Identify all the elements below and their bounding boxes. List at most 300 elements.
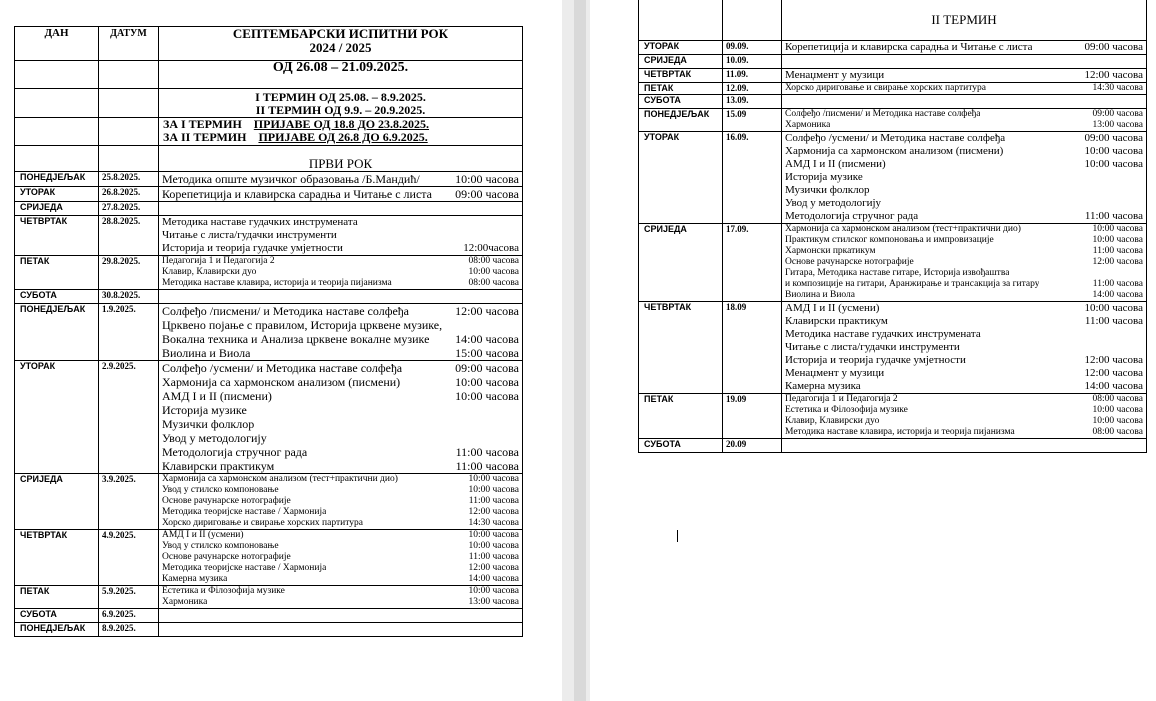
day-name: ПЕТАК (639, 83, 723, 95)
exam-date: 8.9.2025. (99, 623, 159, 637)
exam-item (785, 158, 1143, 171)
subject-name: Клавирски практикум (785, 315, 888, 327)
schedule-table-2 (638, 0, 1147, 453)
exam-date: 17.09. (723, 224, 782, 302)
exam-list (782, 83, 1147, 95)
exam-list (782, 394, 1147, 439)
subject-name: Музички фолклор (162, 417, 255, 431)
schedule-row (15, 202, 523, 216)
reg-2-label: ЗА II ТЕРМИН (163, 130, 247, 144)
exam-list (782, 302, 1147, 394)
day-name: ПЕТАК (639, 394, 723, 439)
subject-name: Историја и теорија гудачке умјетности (785, 354, 966, 366)
exam-item (162, 431, 519, 445)
subject-name: Солфеђо /усмени/ и Методика наставе солфеђа (162, 361, 403, 375)
subject-name: Виолина и Виола (785, 290, 856, 300)
subject-name: Читање с листа/гудачки инструменти (785, 341, 960, 353)
exam-list (159, 202, 523, 216)
subject-name: Историја музике (162, 403, 247, 417)
day-name: СУБОТА (15, 609, 99, 623)
day-name: ЧЕТВРТАК (639, 69, 723, 83)
exam-item (785, 109, 1143, 120)
exam-item (162, 361, 519, 375)
exam-time: 11:00 часова (1084, 315, 1143, 327)
subject-name: Историја музике (785, 171, 863, 183)
exam-list (782, 95, 1147, 109)
exam-year: 2024 / 2025 (309, 40, 372, 55)
subject-name: АМД I и II (усмени) (785, 302, 880, 314)
exam-list (782, 132, 1147, 224)
exam-list (159, 474, 523, 530)
exam-time: 08:00 часова (1092, 394, 1143, 404)
schedule-row (15, 187, 523, 202)
exam-item (162, 586, 519, 597)
exam-item (162, 403, 519, 417)
subject-name: Методика теоријске наставе / Хармонија (162, 507, 327, 517)
exam-item (162, 187, 519, 201)
exam-time: 10:00 часова (1084, 145, 1143, 157)
day-name: ЧЕТВРТАК (15, 530, 99, 586)
exam-time: 11:00 часова (455, 445, 519, 459)
exam-time: 14:30 часова (1092, 83, 1143, 93)
exam-item (162, 445, 519, 459)
exam-date: 30.8.2025. (99, 290, 159, 304)
section-second-term: II ТЕРМИН (782, 0, 1147, 41)
exam-list (159, 623, 523, 637)
exam-item (162, 332, 519, 346)
exam-item (162, 267, 519, 278)
exam-item (162, 597, 519, 608)
exam-item (785, 354, 1143, 367)
document-page-1 (0, 0, 562, 701)
subject-name: Основе рачунарске нотографије (162, 552, 291, 562)
exam-time: 10:00 часова (1084, 158, 1143, 170)
exam-date: 12.09. (723, 83, 782, 95)
exam-item (162, 574, 519, 585)
subject-name: Методика наставе клавира, историја и теорија пијанизма (162, 278, 392, 288)
day-name: СРИЈЕДА (639, 55, 723, 69)
header-date: ДАТУМ (99, 27, 159, 61)
subject-name: Менаџмент у музици (785, 69, 885, 81)
schedule-row (639, 69, 1147, 83)
subject-name: Црквено појање с правилом, Историја црквене музике, (162, 318, 443, 332)
schedule-row (15, 172, 523, 187)
exam-item (162, 552, 519, 563)
exam-time (515, 417, 519, 431)
exam-time: 10:00 часова (468, 586, 519, 596)
exam-time: 10:00 часова (455, 375, 519, 389)
subject-name: Читање с листа/гудачки инструменти (162, 229, 337, 241)
subject-name: Камерна музика (162, 574, 228, 584)
schedule-row (15, 216, 523, 256)
schedule-row (15, 586, 523, 609)
exam-list (159, 216, 523, 256)
exam-time: 10:00 часова (1092, 405, 1143, 415)
day-name: ЧЕТВРТАК (15, 216, 99, 256)
exam-date: 3.9.2025. (99, 474, 159, 530)
day-name: ПОНЕДЈЕЉАК (15, 304, 99, 361)
exam-date: 27.8.2025. (99, 202, 159, 216)
exam-time: 14:00 часова (1092, 290, 1143, 300)
subject-name: Основе рачунарске нотографије (162, 496, 291, 506)
exam-time: 12:00 часова (455, 304, 519, 318)
exam-item (785, 405, 1143, 416)
exam-item (785, 171, 1143, 184)
exam-item (785, 394, 1143, 405)
exam-list (159, 361, 523, 474)
schedule-row (15, 623, 523, 637)
subject-name: АМД I и II (писмени) (785, 158, 886, 170)
subject-name: Педагогија 1 и Педагогија 2 (162, 256, 275, 266)
exam-time: 12:00 часова (468, 507, 519, 517)
exam-item (162, 256, 519, 267)
exam-time: 10:00 часова (468, 485, 519, 495)
subject-name: Музички фолклор (785, 184, 870, 196)
vertical-scrollbar[interactable] (574, 0, 586, 701)
section-first-term: ПРВИ РОК (159, 146, 523, 172)
exam-date: 5.9.2025. (99, 586, 159, 609)
exam-item (785, 302, 1143, 315)
day-name: ПЕТАК (15, 256, 99, 290)
exam-item (162, 346, 519, 360)
day-name: ПОНЕДЈЕЉАК (15, 172, 99, 187)
schedule-row (639, 83, 1147, 95)
day-name: СРИЈЕДА (15, 474, 99, 530)
schedule-row (639, 109, 1147, 132)
exam-time (1139, 197, 1143, 210)
exam-time: 11:00 часова (468, 496, 519, 506)
day-name: СРИЈЕДА (15, 202, 99, 216)
exam-time: 09:00 часова (1084, 41, 1143, 53)
subject-name: Хармоника (162, 597, 208, 607)
exam-time: 08:00 часова (1092, 427, 1143, 437)
exam-time: 10:00 часова (1092, 224, 1143, 234)
exam-time: 12:00 часова (1084, 69, 1143, 81)
subject-name: Увод у методологију (785, 197, 882, 209)
exam-item (785, 341, 1143, 354)
exam-time: 08:00 часова (468, 256, 519, 266)
exam-item (785, 279, 1143, 290)
schedule-row (639, 302, 1147, 394)
schedule-row (639, 41, 1147, 55)
exam-list (159, 256, 523, 290)
exam-list (782, 41, 1147, 55)
registration-block (159, 118, 523, 146)
schedule-row (15, 290, 523, 304)
exam-time: 11:00 часова (455, 459, 519, 473)
exam-item (785, 132, 1143, 145)
exam-time: 14:00 часова (468, 574, 519, 584)
subject-name: Методика наставе клавира, историја и теорија пијанизма (785, 427, 1015, 437)
exam-item (785, 380, 1143, 393)
exam-item (162, 541, 519, 552)
subject-name: Хармонија са хармонском анализом (писмени) (162, 375, 401, 389)
subject-name: Методика наставе гудачких инструмената (162, 216, 358, 228)
exam-item (162, 530, 519, 541)
subject-name: Хармонија са хармонском анализом (писмени) (785, 145, 1004, 157)
exam-title-block (159, 27, 523, 61)
day-name: СУБОТА (639, 439, 723, 453)
exam-item (785, 257, 1143, 268)
terms-block (159, 89, 523, 118)
exam-time: 09:00 часова (1084, 132, 1143, 144)
subject-name: Методологија стручног рада (785, 210, 919, 222)
term-1: I ТЕРМИН ОД 25.08. – 8.9.2025. (255, 90, 426, 104)
schedule-row (639, 439, 1147, 453)
exam-time: 10:00 часова (455, 389, 519, 403)
exam-item (785, 184, 1143, 197)
exam-date: 09.09. (723, 41, 782, 55)
exam-time: 15:00 часова (455, 346, 519, 360)
exam-time (1139, 268, 1143, 279)
subject-name: Хорско дириговање и свирање хорских партитура (162, 518, 363, 528)
exam-time: 10:00 часова (468, 530, 519, 540)
subject-name: Вокална техника и Анализа црквене вокалне музике (162, 332, 430, 346)
exam-item (785, 224, 1143, 235)
exam-item (162, 229, 519, 242)
exam-time: 13:00 часова (1092, 120, 1143, 130)
subject-name: Хармонски пркатикум (785, 246, 876, 256)
exam-item (785, 120, 1143, 131)
exam-time (1139, 341, 1143, 354)
exam-time: 12:00 часова (1084, 354, 1143, 366)
reg-1-label: ЗА I ТЕРМИН (163, 117, 242, 131)
exam-item (785, 328, 1143, 341)
exam-item (785, 315, 1143, 328)
exam-list (782, 69, 1147, 83)
exam-time: 14:00 часова (1084, 380, 1143, 392)
exam-time: 13:00 часова (468, 597, 519, 607)
exam-item (785, 427, 1143, 438)
subject-name: Увод у методологију (162, 431, 267, 445)
exam-list (159, 304, 523, 361)
day-name: ЧЕТВРТАК (639, 302, 723, 394)
exam-item (162, 507, 519, 518)
schedule-row (15, 304, 523, 361)
exam-time: 08:00 часова (468, 278, 519, 288)
subject-name: Хармоника (785, 120, 831, 130)
exam-list (782, 109, 1147, 132)
exam-time: 10:00 часова (1092, 416, 1143, 426)
exam-date: 10.09. (723, 55, 782, 69)
exam-item (162, 216, 519, 229)
exam-list (159, 290, 523, 304)
exam-item (162, 242, 519, 255)
subject-name: Камерна музика (785, 380, 861, 392)
exam-time (515, 431, 519, 445)
exam-date: 18.09 (723, 302, 782, 394)
exam-item (785, 69, 1143, 82)
exam-list (159, 586, 523, 609)
exam-time (515, 403, 519, 417)
exam-title: СЕПТЕМБАРСКИ ИСПИТНИ РОК (232, 26, 449, 41)
exam-item (162, 389, 519, 403)
exam-time (1139, 328, 1143, 341)
exam-item (162, 496, 519, 507)
subject-name: и композиције на гитари, Аранжирање и трансакција за гитару (785, 279, 1040, 289)
schedule-row (639, 224, 1147, 302)
exam-date: 15.09 (723, 109, 782, 132)
exam-date: 28.8.2025. (99, 216, 159, 256)
exam-item (162, 278, 519, 289)
term-2: II ТЕРМИН ОД 9.9. – 20.9.2025. (255, 103, 426, 117)
exam-time: 10:00 часова (1092, 235, 1143, 245)
exam-item (162, 518, 519, 529)
exam-period: ОД 26.08 – 21.09.2025. (159, 61, 523, 89)
subject-name: Историја и теорија гудачке умјетности (162, 242, 343, 254)
subject-name: Методика наставе гудачких инструмената (785, 328, 981, 340)
exam-date: 13.09. (723, 95, 782, 109)
exam-date: 19.09 (723, 394, 782, 439)
day-name: УТОРАК (15, 361, 99, 474)
subject-name: Солфеђо /писмени/ и Методика наставе солфеђа (785, 109, 981, 119)
exam-date: 2.9.2025. (99, 361, 159, 474)
exam-date: 25.8.2025. (99, 172, 159, 187)
text-cursor (677, 530, 678, 542)
exam-item (785, 210, 1143, 223)
exam-time (1139, 184, 1143, 197)
exam-time: 12:00 часова (1092, 257, 1143, 267)
subject-name: АМД I и II (писмени) (162, 389, 272, 403)
day-name: СУБОТА (15, 290, 99, 304)
exam-item (785, 145, 1143, 158)
exam-date: 26.8.2025. (99, 187, 159, 202)
exam-item (785, 416, 1143, 427)
exam-time: 11:00 часова (468, 552, 519, 562)
exam-item (162, 474, 519, 485)
day-name: УТОРАК (15, 187, 99, 202)
exam-time: 10:00 часова (1084, 302, 1143, 314)
exam-item (785, 235, 1143, 246)
exam-list (782, 439, 1147, 453)
schedule-row (639, 394, 1147, 439)
exam-item (785, 197, 1143, 210)
exam-item (162, 459, 519, 473)
exam-date: 11.09. (723, 69, 782, 83)
exam-item (162, 417, 519, 431)
subject-name: Виолина и Виола (162, 346, 251, 360)
exam-time: 11:00 часова (1092, 279, 1143, 289)
exam-list (159, 609, 523, 623)
exam-list (159, 172, 523, 187)
exam-item (162, 318, 519, 332)
exam-item (785, 41, 1143, 54)
exam-list (782, 55, 1147, 69)
reg-2-dates: ПРИЈАВЕ ОД 26.8 ДО 6.9.2025. (258, 130, 428, 144)
exam-time (515, 318, 519, 332)
exam-time (515, 216, 519, 229)
exam-item (785, 367, 1143, 380)
day-name: ПЕТАК (15, 586, 99, 609)
exam-list (159, 187, 523, 202)
day-name: УТОРАК (639, 41, 723, 55)
subject-name: Естетика и Філозофија музике (162, 586, 285, 596)
exam-item (785, 83, 1143, 94)
header-day: ДАН (15, 27, 99, 61)
exam-item (162, 172, 519, 186)
exam-date: 4.9.2025. (99, 530, 159, 586)
exam-item (162, 304, 519, 318)
exam-time: 10:00 часова (455, 172, 519, 186)
subject-name: Менаџмент у музици (785, 367, 885, 379)
exam-item (785, 290, 1143, 301)
day-name: СРИЈЕДА (639, 224, 723, 302)
subject-name: Клавир, Клавирски дуо (162, 267, 257, 277)
subject-name: Солфеђо /усмени/ и Методика наставе солфеђа (785, 132, 1006, 144)
subject-name: Практикум стилског компоновања и импровизације (785, 235, 994, 245)
exam-date: 20.09 (723, 439, 782, 453)
subject-name: Корепетиција и клавирска сарадња и Читање с листа (785, 41, 1033, 53)
exam-time: 14:00 часова (455, 332, 519, 346)
document-page-2 (590, 0, 1156, 701)
schedule-row (639, 95, 1147, 109)
subject-name: АМД I и II (усмени) (162, 530, 244, 540)
subject-name: Педагогија 1 и Педагогија 2 (785, 394, 898, 404)
exam-time: 09:00 часова (455, 187, 519, 201)
subject-name: Основе рачунарске нотографије (785, 257, 914, 267)
exam-time: 11:00 часова (1092, 246, 1143, 256)
day-name: УТОРАК (639, 132, 723, 224)
day-name: ПОНЕДЈЕЉАК (639, 109, 723, 132)
exam-time (1139, 171, 1143, 184)
exam-list (782, 224, 1147, 302)
exam-item (785, 268, 1143, 279)
exam-date: 6.9.2025. (99, 609, 159, 623)
exam-time: 12:00часова (463, 242, 519, 254)
schedule-row (15, 474, 523, 530)
schedule-row (15, 361, 523, 474)
subject-name: Увод у стилско компоновање (162, 541, 279, 551)
subject-name: Методика теоријске наставе / Хармонија (162, 563, 327, 573)
exam-item (785, 246, 1143, 257)
subject-name: Клавирски практикум (162, 459, 275, 473)
exam-item (162, 563, 519, 574)
exam-time: 12:00 часова (468, 563, 519, 573)
exam-item (162, 485, 519, 496)
exam-item (162, 375, 519, 389)
exam-time: 10:00 часова (468, 541, 519, 551)
exam-date: 16.09. (723, 132, 782, 224)
exam-date: 1.9.2025. (99, 304, 159, 361)
subject-name: Корепетиција и клавирска сарадња и Читање с листа (162, 187, 432, 201)
schedule-row (15, 256, 523, 290)
subject-name: Естетика и Філозофија музике (785, 405, 908, 415)
schedule-row (639, 132, 1147, 224)
exam-time: 09:00 часова (455, 361, 519, 375)
exam-list (159, 530, 523, 586)
subject-name: Хармонија са хармонском анализом (тест+практични дио) (785, 224, 1021, 234)
schedule-row (639, 55, 1147, 69)
schedule-row (15, 609, 523, 623)
subject-name: Солфеђо /писмени/ и Методика наставе солфеђа (162, 304, 409, 318)
day-name: СУБОТА (639, 95, 723, 109)
subject-name: Увод у стилско компоновање (162, 485, 279, 495)
day-name: ПОНЕДЈЕЉАК (15, 623, 99, 637)
subject-name: Методологија стручног рада (162, 445, 308, 459)
subject-name: Гитара, Методика наставе гитаре, Историја извођаштва (785, 268, 1010, 278)
exam-time (515, 229, 519, 242)
exam-time: 11:00 часова (1084, 210, 1143, 222)
exam-time: 09:00 часова (1092, 109, 1143, 119)
exam-time: 12:00 часова (1084, 367, 1143, 379)
subject-name: Хорско дириговање и свирање хорских партитура (785, 83, 986, 93)
reg-1-dates: ПРИЈАВЕ ОД 18.8 ДО 23.8.2025. (253, 117, 430, 131)
subject-name: Методика опште музичког образовања /Б.Мандић/ (162, 172, 420, 186)
subject-name: Хармонија са хармонском анализом (тест+практични дио) (162, 474, 398, 484)
exam-time: 10:00 часова (468, 267, 519, 277)
subject-name: Клавир, Клавирски дуо (785, 416, 880, 426)
exam-time: 10:00 часова (468, 474, 519, 484)
